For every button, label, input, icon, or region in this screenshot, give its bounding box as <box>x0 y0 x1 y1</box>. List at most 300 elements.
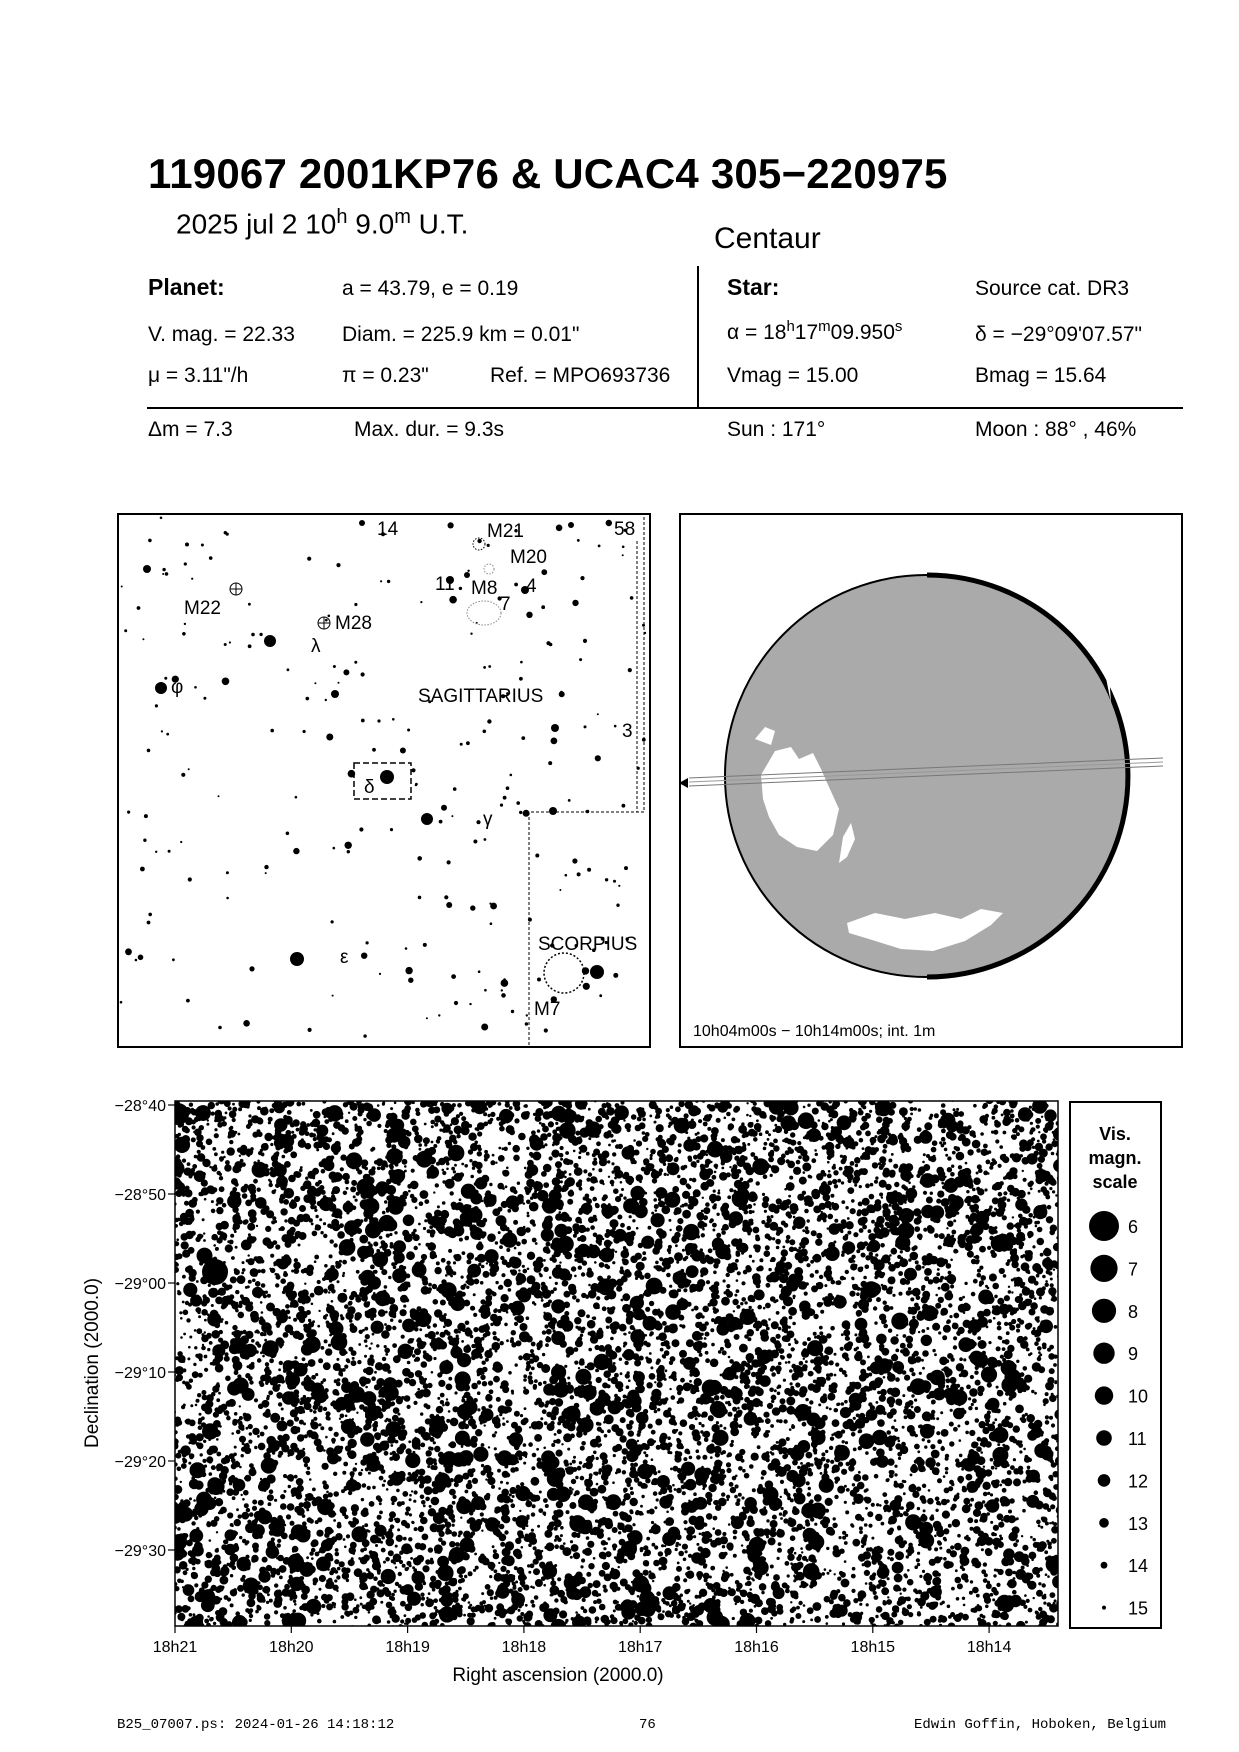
field-star <box>917 1507 920 1510</box>
field-star <box>328 1344 331 1347</box>
field-star <box>946 1227 948 1229</box>
field-star <box>1015 1118 1020 1123</box>
field-star <box>425 1598 434 1607</box>
field-star <box>188 1595 195 1602</box>
field-star <box>180 1317 183 1320</box>
field-star <box>403 1537 407 1541</box>
field-star <box>290 1521 295 1526</box>
field-star <box>804 1209 809 1214</box>
field-star <box>1013 1543 1018 1548</box>
field-star <box>379 1236 383 1240</box>
field-star <box>844 1501 847 1504</box>
field-star <box>544 1324 548 1328</box>
field-star <box>176 1238 179 1241</box>
field-star <box>770 1565 774 1569</box>
field-star <box>994 1120 999 1125</box>
field-star <box>770 1174 773 1177</box>
field-star <box>897 1600 903 1606</box>
field-star <box>830 1437 834 1441</box>
star-vmag: Vmag = 15.00 <box>727 364 859 387</box>
finder-star <box>469 1003 471 1005</box>
field-star <box>524 1167 527 1170</box>
field-star <box>365 1334 370 1339</box>
finder-star <box>248 644 252 648</box>
field-star <box>650 1366 653 1369</box>
field-star <box>604 1264 608 1268</box>
field-star <box>580 1476 585 1481</box>
field-star <box>883 1144 888 1149</box>
field-star <box>651 1481 655 1485</box>
star-source-catalog: Source cat. DR3 <box>975 277 1130 300</box>
field-star <box>1016 1268 1020 1272</box>
field-star <box>206 1252 209 1255</box>
field-star <box>752 1260 755 1263</box>
field-star <box>716 1233 721 1238</box>
field-star <box>587 1541 594 1548</box>
field-star <box>523 1584 529 1590</box>
field-star <box>749 1588 752 1591</box>
field-star <box>301 1435 304 1438</box>
field-star <box>702 1197 704 1199</box>
field-star <box>692 1429 700 1437</box>
field-star <box>181 1463 187 1469</box>
field-star <box>277 1421 288 1432</box>
field-star <box>786 1437 790 1441</box>
field-star <box>859 1526 863 1530</box>
field-star <box>318 1310 320 1312</box>
field-star <box>790 1601 792 1603</box>
field-star <box>712 1229 715 1232</box>
field-star <box>500 1566 506 1572</box>
field-star <box>507 1209 511 1213</box>
finder-star <box>568 799 571 802</box>
finder-star <box>142 638 144 640</box>
field-star <box>1035 1118 1041 1124</box>
finder-star <box>366 941 369 944</box>
field-star <box>312 1177 315 1180</box>
field-star <box>992 1116 996 1120</box>
field-star <box>693 1492 697 1496</box>
field-star <box>820 1310 824 1314</box>
field-star <box>528 1379 533 1384</box>
field-star <box>489 1348 492 1351</box>
finder-star <box>595 755 601 761</box>
field-star <box>360 1199 370 1209</box>
field-star <box>216 1452 221 1457</box>
field-star <box>579 1419 584 1424</box>
field-star <box>990 1493 993 1496</box>
field-star <box>369 1601 374 1606</box>
field-star <box>806 1263 810 1267</box>
field-star <box>917 1552 920 1555</box>
field-star <box>563 1232 566 1235</box>
field-star <box>370 1605 375 1610</box>
field-star <box>222 1203 227 1208</box>
finder-star <box>331 920 334 923</box>
field-star <box>187 1357 190 1360</box>
field-star <box>605 1317 612 1324</box>
field-star <box>813 1367 816 1370</box>
field-star <box>471 1468 475 1472</box>
field-star <box>541 1299 544 1302</box>
field-star <box>610 1337 614 1341</box>
finder-star <box>229 641 231 643</box>
field-star <box>702 1306 709 1313</box>
field-star <box>299 1168 303 1172</box>
finder-star <box>420 601 422 603</box>
finder-star <box>439 820 443 824</box>
field-star <box>812 1191 821 1200</box>
field-star <box>883 1301 887 1305</box>
field-star <box>990 1458 994 1462</box>
field-star <box>842 1300 847 1305</box>
field-star <box>296 1427 301 1432</box>
field-star <box>537 1362 543 1368</box>
field-star <box>770 1617 773 1620</box>
finder-star <box>407 729 410 732</box>
field-star <box>551 1299 565 1313</box>
field-star <box>980 1451 983 1454</box>
finder-star <box>390 828 393 831</box>
field-star <box>705 1332 710 1337</box>
finder-star <box>164 677 167 680</box>
field-star <box>184 1201 189 1206</box>
field-star <box>1018 1214 1023 1219</box>
field-star <box>986 1583 992 1589</box>
field-star <box>713 1271 717 1275</box>
finder-star <box>519 811 522 814</box>
field-star <box>411 1490 413 1492</box>
field-star <box>239 1405 241 1407</box>
field-star <box>1051 1538 1057 1544</box>
field-star <box>701 1315 704 1318</box>
field-star <box>942 1335 947 1340</box>
field-star <box>681 1165 686 1170</box>
field-star <box>382 1484 385 1487</box>
field-star <box>883 1305 890 1312</box>
field-star <box>969 1430 975 1436</box>
field-star <box>991 1110 996 1115</box>
field-star <box>656 1498 659 1501</box>
finder-star <box>287 668 290 671</box>
field-star <box>230 1574 233 1577</box>
field-star <box>752 1567 756 1571</box>
field-star <box>663 1163 666 1166</box>
field-star <box>803 1367 807 1371</box>
field-star <box>290 1123 295 1128</box>
field-star <box>597 1427 602 1432</box>
field-star <box>704 1337 707 1340</box>
field-star <box>828 1170 831 1173</box>
field-star <box>712 1223 717 1228</box>
field-star <box>331 1341 334 1344</box>
finder-star <box>415 783 418 786</box>
finder-star <box>264 865 268 869</box>
finder-star <box>616 904 619 907</box>
field-star <box>677 1562 680 1565</box>
field-star <box>384 1348 390 1354</box>
field-star <box>1045 1420 1050 1425</box>
field-star <box>486 1323 489 1326</box>
finder-star <box>155 682 167 694</box>
field-star <box>811 1230 817 1236</box>
field-star <box>496 1521 500 1525</box>
star-bmag: Bmag = 15.64 <box>975 364 1107 387</box>
field-star <box>845 1206 848 1209</box>
field-star <box>220 1598 223 1601</box>
field-star <box>420 1190 429 1199</box>
field-star <box>412 1617 418 1623</box>
finder-star <box>577 539 580 542</box>
field-star <box>247 1223 255 1231</box>
field-star <box>449 1135 456 1142</box>
field-star <box>342 1274 345 1277</box>
field-star <box>589 1473 593 1477</box>
field-star <box>921 1335 932 1346</box>
field-star <box>1036 1569 1039 1572</box>
field-star <box>656 1358 661 1363</box>
field-star <box>260 1259 264 1263</box>
field-star <box>835 1363 839 1367</box>
field-star <box>632 1620 634 1622</box>
field-star <box>290 1151 297 1158</box>
field-star <box>294 1356 297 1359</box>
field-star <box>386 1602 393 1609</box>
field-star <box>531 1342 536 1347</box>
field-star <box>911 1372 915 1376</box>
finder-star <box>514 583 518 587</box>
field-star <box>759 1258 763 1262</box>
field-star <box>257 1188 261 1192</box>
field-star <box>716 1118 721 1123</box>
field-star <box>810 1121 817 1128</box>
field-star <box>936 1417 939 1420</box>
field-star <box>306 1375 309 1378</box>
finder-star <box>614 725 617 728</box>
field-star <box>242 1268 246 1272</box>
field-star <box>339 1348 347 1356</box>
field-star <box>879 1504 882 1507</box>
finder-star <box>186 999 190 1003</box>
finder-star <box>423 943 427 947</box>
field-star <box>224 1164 231 1171</box>
field-star <box>504 1279 512 1287</box>
finder-star <box>580 576 584 580</box>
field-star <box>495 1281 498 1284</box>
field-star <box>403 1305 406 1308</box>
field-star <box>498 1487 501 1490</box>
finder-star <box>332 995 334 997</box>
finder-star <box>222 678 230 686</box>
field-star <box>214 1128 217 1131</box>
field-star <box>642 1131 646 1135</box>
field-star <box>534 1434 542 1442</box>
field-star <box>763 1412 769 1418</box>
field-star <box>515 1196 523 1204</box>
field-star <box>531 1477 540 1486</box>
field-star <box>620 1372 623 1375</box>
field-star <box>498 1155 505 1162</box>
finder-star <box>484 838 487 841</box>
field-star <box>552 1367 556 1371</box>
field-star <box>533 1499 536 1502</box>
field-star <box>515 1426 523 1434</box>
field-star <box>492 1331 496 1335</box>
field-star <box>1043 1189 1046 1192</box>
field-star <box>1022 1509 1026 1513</box>
field-star <box>205 1561 208 1564</box>
field-star <box>736 1252 741 1257</box>
field-star <box>200 1249 203 1252</box>
finder-star <box>488 665 491 668</box>
field-star <box>249 1432 252 1435</box>
field-star <box>829 1408 832 1411</box>
field-star <box>590 1509 595 1514</box>
field-star <box>317 1325 320 1328</box>
field-star <box>492 1434 496 1438</box>
field-star <box>386 1234 390 1238</box>
field-star <box>785 1361 788 1364</box>
field-star <box>355 1199 358 1202</box>
field-star <box>490 1323 493 1326</box>
field-star <box>1040 1133 1047 1140</box>
field-star <box>492 1545 495 1548</box>
field-star <box>606 1229 610 1233</box>
field-star <box>555 1122 558 1125</box>
field-star <box>219 1425 222 1428</box>
field-star <box>1005 1392 1009 1396</box>
field-star <box>716 1421 719 1424</box>
field-star <box>404 1614 407 1617</box>
field-star <box>945 1471 948 1474</box>
field-star <box>191 1561 195 1565</box>
field-star <box>189 1455 193 1459</box>
field-star <box>813 1602 822 1611</box>
field-star <box>496 1415 498 1417</box>
field-star <box>730 1573 734 1577</box>
field-star <box>623 1456 627 1460</box>
field-star <box>637 1440 639 1442</box>
field-star <box>798 1601 802 1605</box>
field-star <box>907 1569 910 1572</box>
finder-star <box>377 719 380 722</box>
field-star <box>296 1554 301 1559</box>
field-star <box>827 1161 830 1164</box>
field-star <box>267 1593 270 1596</box>
finder-star <box>551 724 559 732</box>
field-star <box>313 1577 319 1583</box>
field-star <box>1015 1296 1022 1303</box>
field-star <box>269 1183 273 1187</box>
field-star <box>853 1260 856 1263</box>
field-star <box>473 1313 477 1317</box>
field-star <box>196 1328 202 1334</box>
field-star <box>1013 1425 1020 1432</box>
field-star <box>880 1389 887 1396</box>
field-star <box>995 1467 997 1469</box>
field-star <box>569 1487 572 1490</box>
field-star <box>890 1388 900 1398</box>
field-star <box>1050 1225 1057 1232</box>
field-star <box>542 1409 547 1414</box>
field-star <box>721 1138 725 1142</box>
finder-star <box>251 633 255 637</box>
field-star <box>525 1604 528 1607</box>
field-star <box>306 1269 313 1276</box>
field-star <box>345 1415 348 1418</box>
field-star <box>856 1351 862 1357</box>
finder-star <box>613 973 618 978</box>
field-star <box>761 1476 764 1479</box>
field-star <box>636 1227 639 1230</box>
field-star <box>204 1198 207 1201</box>
field-star <box>377 1124 381 1128</box>
field-star <box>796 1606 800 1610</box>
finder-star <box>481 1024 488 1031</box>
field-star <box>922 1161 925 1164</box>
field-star <box>229 1482 232 1485</box>
field-star <box>686 1566 690 1570</box>
field-star <box>913 1107 917 1111</box>
field-star <box>409 1513 412 1516</box>
field-star <box>822 1122 825 1125</box>
field-star <box>676 1614 681 1619</box>
field-star <box>564 1302 571 1309</box>
finder-label-gamma: γ <box>483 809 493 830</box>
field-star <box>803 1106 806 1109</box>
field-star <box>531 1512 535 1516</box>
field-star <box>456 1114 460 1118</box>
field-star <box>327 1137 332 1142</box>
field-star <box>542 1353 545 1356</box>
finder-star <box>418 896 422 900</box>
field-star <box>519 1510 521 1512</box>
field-star <box>623 1395 627 1399</box>
field-star <box>776 1311 780 1315</box>
field-star <box>487 1589 494 1596</box>
field-star <box>936 1272 940 1276</box>
field-star <box>294 1235 298 1239</box>
field-star <box>661 1544 664 1547</box>
finder-star <box>308 1028 312 1032</box>
field-star <box>782 1316 788 1322</box>
field-star <box>1044 1550 1048 1554</box>
field-star <box>431 1125 434 1128</box>
field-star <box>727 1452 732 1457</box>
field-star <box>779 1512 782 1515</box>
finder-star <box>444 895 448 899</box>
field-star <box>411 1197 417 1203</box>
finder-star <box>483 666 486 669</box>
field-star <box>232 1118 236 1122</box>
field-star <box>874 1474 879 1479</box>
field-star <box>595 1116 602 1123</box>
field-star <box>1002 1488 1007 1493</box>
field-star <box>225 1321 229 1325</box>
finder-star <box>583 639 587 643</box>
field-star <box>920 1515 927 1522</box>
field-star <box>800 1443 803 1446</box>
field-star <box>696 1160 699 1163</box>
field-star <box>864 1523 868 1527</box>
field-star <box>481 1443 485 1447</box>
finder-label-epsilon: ε <box>340 947 349 968</box>
field-star <box>682 1616 686 1620</box>
field-star <box>1052 1575 1066 1589</box>
field-star <box>337 1567 341 1571</box>
field-star <box>191 1572 198 1579</box>
field-star <box>422 1534 429 1541</box>
